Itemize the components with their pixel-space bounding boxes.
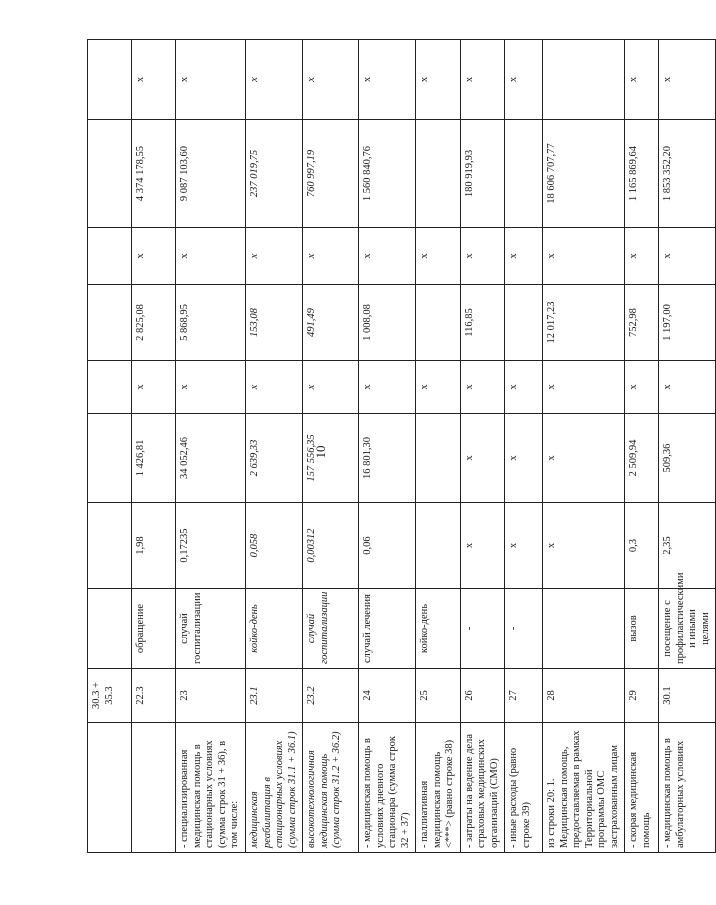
cell-oms-cost [505,120,543,228]
cell-oms-cost: 237 019,75 [246,120,303,228]
cell-volume-norm: 0,17235 [176,503,246,589]
cell-oms-cost: 9 087 103,60 [176,120,246,228]
cell-cost-norm: 157 556,35 [303,414,359,503]
cell-total [88,40,132,120]
cell-budget-cost: x [543,228,625,285]
cell-unit: посещение с профилактическими и иными целями [659,589,716,669]
cell-row-number: 27 [505,669,543,723]
cell-budget-cost: x [659,228,716,285]
cell-row-number: 24 [359,669,416,723]
cell-unit: обращение [132,589,176,669]
cell-unit: вызов [625,589,659,669]
cell-label [88,723,132,853]
table-row [460,40,505,853]
cell-row-number: 28 [543,669,625,723]
table-row [246,40,303,853]
cell-row-number: 23.2 [303,669,359,723]
cell-unit [88,589,132,669]
cell-budget-per-capita: x [625,361,659,414]
cell-oms-per-capita: 116,85 [460,285,505,361]
cell-unit: койко-день [416,589,461,669]
cell-budget-per-capita: x [505,361,543,414]
cell-budget-per-capita: x [460,361,505,414]
cell-oms-cost: 1 853 352,20 [659,120,716,228]
cell-oms-per-capita [505,285,543,361]
table-row [659,40,716,853]
cell-volume-norm: 0,06 [359,503,416,589]
cell-total: x [505,40,543,120]
cell-oms-cost: 1 165 869,64 [625,120,659,228]
cell-budget-cost: x [132,228,176,285]
financing-table [87,39,716,853]
cell-volume-norm: x [460,503,505,589]
cell-total: x [246,40,303,120]
cell-total [543,40,625,120]
table-row [416,40,461,853]
table-row [176,40,246,853]
table-row [625,40,659,853]
cell-oms-per-capita: 1 008,08 [359,285,416,361]
cell-budget-cost: x [246,228,303,285]
cell-budget-cost: x [359,228,416,285]
cell-volume-norm: 0,00312 [303,503,359,589]
cell-label: - медицинская помощь в условиях дневного стационара (сумма строк 32 + 37) [359,723,416,853]
cell-budget-per-capita: x [246,361,303,414]
cell-total: x [176,40,246,120]
cell-label: - паллиативная медицинская помощь <***> (равно строке 38) [416,723,461,853]
cell-unit: койко-день [246,589,303,669]
cell-volume-norm: 1,98 [132,503,176,589]
cell-oms-per-capita [416,285,461,361]
cell-unit: случай госпитализации [303,589,359,669]
cell-budget-per-capita [88,361,132,414]
cell-oms-per-capita: 752,98 [625,285,659,361]
cell-oms-per-capita: 491,49 [303,285,359,361]
cell-unit [543,589,625,669]
cell-label: - медицинская помощь в амбулаторных условиях [659,723,716,853]
cell-budget-cost [88,228,132,285]
table-body [88,40,716,853]
cell-volume-norm: 2,35 [659,503,716,589]
cell-volume-norm: 0,3 [625,503,659,589]
cell-cost-norm [88,414,132,503]
cell-row-number: 23.1 [246,669,303,723]
table-row [543,40,625,853]
cell-cost-norm: 16 801,30 [359,414,416,503]
cell-oms-cost [416,120,461,228]
cell-row-number: 30.3 + 35.3 [88,669,132,723]
cell-budget-per-capita: x [176,361,246,414]
cell-total: x [359,40,416,120]
cell-label: медицинская реабилитация в стационарных условиях (сумма строк 31.1 + 36.1) [246,723,303,853]
cell-unit: - [505,589,543,669]
cell-volume-norm: x [505,503,543,589]
cell-row-number: 23 [176,669,246,723]
cell-budget-per-capita: x [416,361,461,414]
cell-budget-cost: x [625,228,659,285]
cell-oms-cost: 760 997,19 [303,120,359,228]
cell-cost-norm: 2 509,94 [625,414,659,503]
cell-cost-norm: x [505,414,543,503]
cell-row-number: 22.3 [132,669,176,723]
cell-cost-norm [416,414,461,503]
cell-cost-norm: 2 639,33 [246,414,303,503]
cell-oms-cost [88,120,132,228]
cell-budget-cost: x [460,228,505,285]
cell-row-number: 29 [625,669,659,723]
cell-oms-cost: 1 560 840,76 [359,120,416,228]
table-row [132,40,176,853]
cell-oms-per-capita [88,285,132,361]
cell-oms-per-capita: 12 017,23 [543,285,625,361]
cell-label: - иные расходы (равно строке 39) [505,723,543,853]
cell-total: x [625,40,659,120]
cell-volume-norm [416,503,461,589]
cell-cost-norm: x [543,414,625,503]
page-number: 10 [313,445,328,459]
cell-row-number: 26 [460,669,505,723]
cell-label: - специализированная медицинская помощь в стационарных условиях (сумма строк 31 + 36), в том числе: [176,723,246,853]
cell-cost-norm: 1 426,81 [132,414,176,503]
cell-volume-norm [88,503,132,589]
cell-budget-per-capita: x [359,361,416,414]
cell-cost-norm: x [460,414,505,503]
cell-row-number: 25 [416,669,461,723]
table-row [303,40,359,853]
cell-total: x [460,40,505,120]
cell-oms-per-capita: 5 868,95 [176,285,246,361]
cell-label: - скорая медицинская помощь [625,723,659,853]
cell-oms-per-capita: 1 197,00 [659,285,716,361]
cell-label: из строки 20: 1. Медицинская помощь, предоставляемая в рамках Территориальной программы ОМС застрахованным лицам [543,723,625,853]
cell-budget-cost: x [505,228,543,285]
cell-label [132,723,176,853]
cell-row-number: 30.1 [659,669,716,723]
cell-budget-per-capita: x [303,361,359,414]
cell-budget-per-capita: x [132,361,176,414]
table-row [359,40,416,853]
cell-cost-norm: 509,36 [659,414,716,503]
table-row [88,40,132,853]
table-row [505,40,543,853]
cell-unit: случай госпитализации [176,589,246,669]
cell-budget-cost: x [416,228,461,285]
cell-volume-norm: x [543,503,625,589]
cell-oms-cost: 18 606 707,77 [543,120,625,228]
cell-total: x [303,40,359,120]
cell-label: высокотехнологичная медицинская помощь (сумма строк 31.2 + 36.2) [303,723,359,853]
cell-total: x [132,40,176,120]
cell-total: x [416,40,461,120]
cell-budget-cost: x [303,228,359,285]
cell-budget-per-capita: x [543,361,625,414]
cell-oms-cost: 4 374 178,55 [132,120,176,228]
cell-oms-cost: 180 919,93 [460,120,505,228]
cell-oms-per-capita: 2 825,08 [132,285,176,361]
cell-unit: случай лечения [359,589,416,669]
cell-unit: - [460,589,505,669]
cell-total: x [659,40,716,120]
cell-label: - затраты на ведение дела страховых медицинских организаций (СМО) [460,723,505,853]
cell-budget-per-capita: x [659,361,716,414]
cell-cost-norm: 34 052,46 [176,414,246,503]
rotated-table-container [87,40,711,853]
cell-volume-norm: 0,058 [246,503,303,589]
cell-budget-cost: x [176,228,246,285]
cell-oms-per-capita: 153,08 [246,285,303,361]
